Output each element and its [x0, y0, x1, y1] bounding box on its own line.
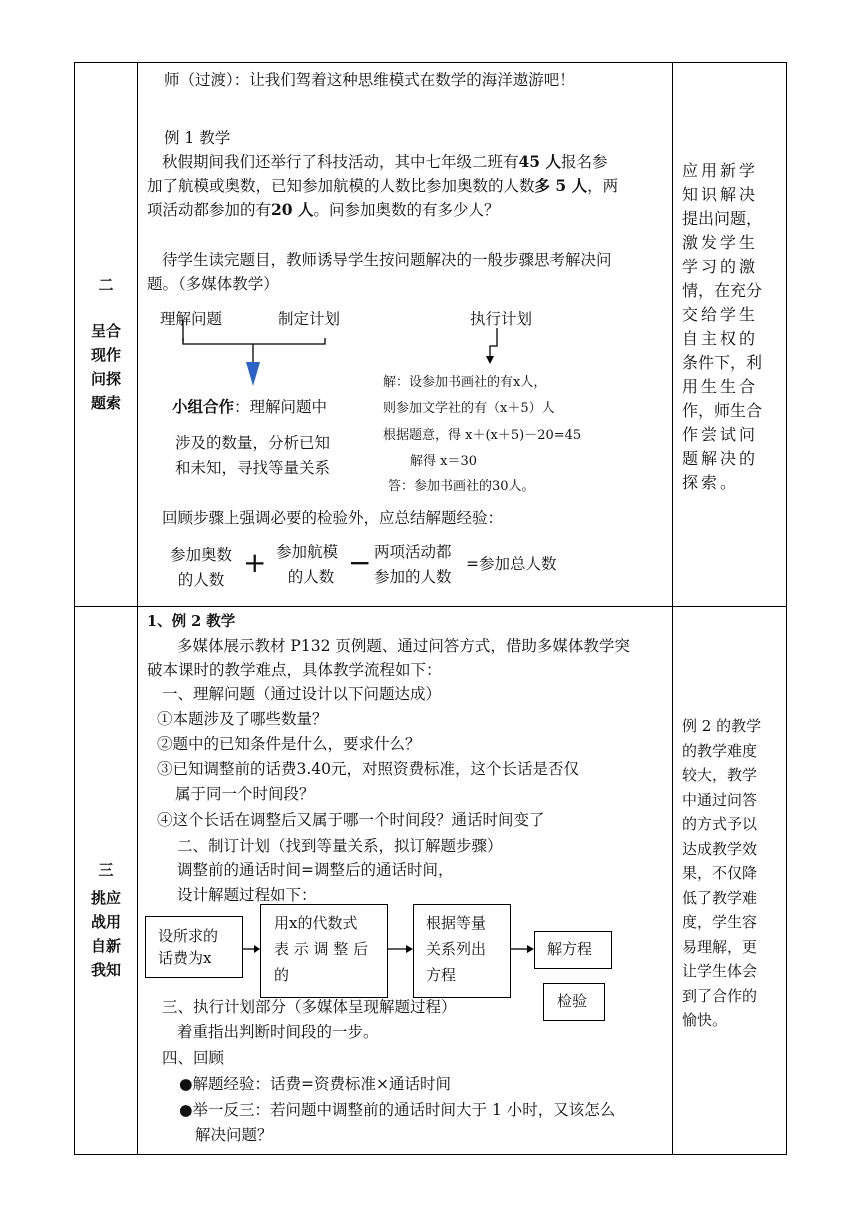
- problem-highlight: 45 人: [518, 152, 561, 171]
- question-line: ④这个长话在调整后又属于哪一个时间段？通话时间变了: [157, 811, 545, 829]
- flow-box-line: 的: [274, 966, 290, 984]
- comment-line: 愉快。: [682, 1011, 728, 1029]
- flow-box-line: 话费为x: [158, 949, 212, 967]
- comment-line: 易理解，更: [682, 937, 758, 956]
- arrow-right-icon: [406, 945, 413, 953]
- comment-line: 条件下，利: [682, 353, 763, 372]
- table-left-border: [74, 62, 75, 1155]
- design-text: 设计解题过程如下：: [177, 886, 317, 904]
- comment-line: 的教学难度: [682, 741, 758, 760]
- group-work-line: 和未知，寻找等量关系: [175, 459, 331, 477]
- question-line: ③已知调整前的话费3.40元，对照资费标准，这个长话是否仅: [157, 760, 580, 778]
- question-line: ②题中的已知条件是什么，要求什么？: [157, 735, 421, 753]
- execute-arrowhead-icon: [486, 356, 494, 364]
- comment-line: 用生生合: [682, 377, 759, 396]
- flow-box-line: 设所求的: [158, 927, 219, 945]
- solution-line: 解得 x＝30: [410, 454, 478, 469]
- comment-line: 作，师生合: [682, 401, 763, 420]
- comment-line: 中通过问答: [682, 790, 758, 809]
- formula-term-line: 的人数: [287, 568, 335, 586]
- comment-line: 达成教学效: [682, 839, 758, 858]
- group-work-text: ：理解问题中: [234, 398, 328, 416]
- problem-line: [147, 200, 500, 220]
- comment-line: 自主权的: [682, 329, 759, 348]
- arrow-right-icon: [254, 945, 260, 953]
- flow-box-4-text: 解方程: [547, 940, 593, 958]
- comment-line: 度，学生容: [682, 913, 758, 931]
- review-text: 回顾步骤上强调必要的检验外，应总结解题经验：: [162, 509, 504, 527]
- table-top-border: [74, 62, 787, 63]
- formula-term-line: 的人数: [177, 571, 225, 589]
- solution-line: 则参加文学社的有（x＋5）人: [383, 401, 555, 416]
- group-work-title: 小组合作: [172, 398, 235, 416]
- formula-plus: +: [243, 546, 267, 579]
- comment-line: 题解决的: [682, 449, 759, 468]
- comment-line: 激发学生: [682, 233, 759, 252]
- bracket-connector: [183, 320, 325, 362]
- formula-term-c: [374, 540, 452, 590]
- row3-side-label-line: 挑应: [90, 889, 121, 907]
- execute-arrow-icon: [490, 328, 497, 358]
- table-bottom-border: [74, 1154, 787, 1155]
- row2-side-label-line: 问探: [90, 370, 121, 388]
- row2-side-label-line: 题索: [90, 394, 121, 412]
- row2-side-label-line: 现作: [90, 346, 121, 364]
- guide-line: 题。（多媒体教学）: [147, 275, 279, 293]
- row3-side-label-line: 自新: [90, 937, 121, 955]
- comment-line: 知识解决: [682, 185, 759, 204]
- part4-heading: 四、回顾: [162, 1049, 225, 1067]
- intro-line: 多媒体展示教材 P132 页例题、通过问答方式，借助多媒体教学突: [177, 637, 630, 655]
- comment-line: 情，在充分: [682, 281, 763, 300]
- flow-box-line: 方程: [426, 966, 457, 984]
- row3-comment: [682, 714, 761, 1033]
- bullet-line: ●解题经验：话费=资费标准×通话时间: [179, 1075, 452, 1093]
- comment-line: 应用新学: [682, 161, 759, 180]
- group-work-line: [172, 397, 327, 417]
- step-understand-label: 理解问题: [160, 310, 223, 328]
- flow-box-line: 表 示 调 整 后: [274, 940, 369, 958]
- flow-box-1-text: [158, 925, 218, 969]
- comment-line: 到了合作的: [682, 986, 758, 1005]
- step-execute-label: 执行计划: [470, 310, 533, 328]
- row2-side-label-line: 呈合: [90, 322, 121, 340]
- step-plan-label: 制定计划: [278, 310, 341, 328]
- problem-text: ，两: [587, 177, 619, 195]
- example1-title: 例 1 教学: [164, 129, 231, 147]
- formula-term-line: 两项活动都: [374, 543, 452, 561]
- row2-comment: [682, 159, 762, 495]
- comment-line: 低了教学难: [682, 888, 758, 907]
- table-col-divider-2: [672, 62, 673, 1155]
- comment-line: 例 2 的教学: [682, 717, 762, 735]
- example2-title: 1、例 2 教学: [147, 613, 236, 630]
- solution-line: 根据题意，得 x＋(x＋5)－20=45: [383, 428, 582, 443]
- equation-text: 调整前的通话时间=调整后的通话时间，: [177, 861, 454, 879]
- question-line: 属于同一个时间段？: [175, 785, 315, 803]
- formula-term-b: [276, 540, 338, 590]
- formula-term-line: 参加奥数: [170, 546, 233, 564]
- comment-line: 作尝试问: [682, 425, 759, 444]
- part3-heading: 三、执行计划部分（多媒体呈现解题过程）: [162, 998, 457, 1016]
- problem-line: [147, 176, 618, 196]
- flow-box-line: 用x的代数式: [274, 914, 358, 932]
- formula-term-a: [170, 543, 232, 593]
- formula-minus: −: [348, 546, 372, 579]
- problem-text: 报名参: [560, 153, 608, 171]
- comment-line: 学习的激: [682, 257, 759, 276]
- comment-line: 交给学生: [682, 305, 759, 324]
- table-right-border: [786, 62, 787, 1155]
- question-line: ①本题涉及了哪些数量？: [157, 710, 328, 728]
- part1-heading: 一、理解问题（通过设计以下问题达成）: [162, 685, 442, 703]
- blue-down-arrow-icon: [246, 362, 260, 386]
- row2-side-label-line: 二: [98, 276, 114, 294]
- part3-note: 着重指出判断时间段的一步。: [177, 1023, 379, 1041]
- comment-line: 较大，教学: [682, 766, 758, 784]
- problem-text: 加了航模或奥数，已知参加航模的人数比参加奥数的人数: [147, 177, 535, 195]
- row3-side-label: [86, 858, 126, 982]
- table-col-divider-1: [137, 62, 138, 1155]
- comment-line: 的方式予以: [682, 815, 758, 833]
- flow-box-5-text: 检验: [557, 992, 588, 1010]
- problem-text: 项活动都参加的有: [147, 201, 272, 219]
- formula-term-line: 参加航模: [276, 543, 339, 561]
- flow-box-line: 根据等量: [426, 914, 487, 932]
- problem-text: 秋假期间我们还举行了科技活动，其中七年级二班有: [162, 153, 519, 171]
- part2-heading: 二、制订计划（找到等量关系，拟订解题步骤）: [177, 837, 503, 855]
- group-work-line: 涉及的数量，分析已知: [175, 434, 331, 452]
- flow-arrows: [240, 935, 540, 965]
- row3-side-label-line: 三: [98, 861, 114, 879]
- row3-side-label-line: 我知: [90, 961, 121, 979]
- guide-line: 待学生读完题目，教师诱导学生按问题解决的一般步骤思考解决问: [162, 251, 612, 269]
- table-row-divider: [74, 606, 787, 607]
- problem-text: 。问参加奥数的有多少人？: [313, 201, 500, 219]
- row3-side-label-line: 战用: [90, 913, 121, 931]
- comment-line: 探索。: [682, 473, 740, 492]
- problem-line: [162, 152, 608, 172]
- intro-line: 破本课时的教学难点，具体教学流程如下：: [147, 661, 442, 679]
- row2-side-label: [86, 273, 126, 415]
- bullet-line: ●举一反三：若问题中调整前的通话时间大于 1 小时，又该怎么: [179, 1101, 616, 1119]
- arrow-right-icon: [527, 945, 534, 953]
- formula-term-line: 参加的人数: [374, 568, 452, 586]
- bullet-line: 解决问题？: [195, 1126, 273, 1144]
- solution-line: 解：设参加书画社的有x人，: [383, 375, 547, 390]
- transition-text: 师（过渡）：让我们驾着这种思维模式在数学的海洋遨游吧！: [164, 71, 575, 89]
- comment-line: 让学生体会: [682, 962, 758, 980]
- problem-highlight: 20 人: [271, 200, 314, 219]
- formula-result: =参加总人数: [466, 555, 557, 573]
- solution-line: 答：参加书画社的30人。: [388, 479, 535, 494]
- problem-highlight: 多 5 人: [534, 176, 588, 195]
- comment-line: 果，不仅降: [682, 864, 758, 882]
- flow-box-line: 关系列出: [426, 940, 487, 958]
- comment-line: 提出问题，: [682, 209, 763, 228]
